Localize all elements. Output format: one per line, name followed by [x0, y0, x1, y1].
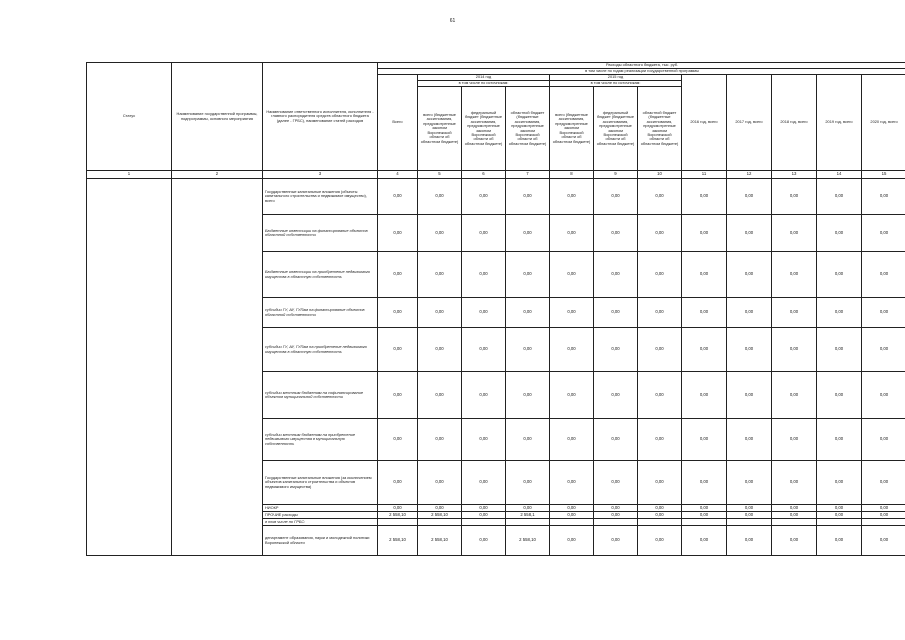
value-cell: 0,00 — [862, 526, 905, 556]
value-cell — [727, 519, 772, 526]
value-cell: 0,00 — [817, 526, 862, 556]
value-cell: 2 558,10 — [506, 526, 550, 556]
value-cell: 0,00 — [462, 526, 506, 556]
value-cell: 0,00 — [378, 461, 418, 505]
row-label: департамент образования, науки и молодежной политики Воронежской области — [263, 526, 378, 556]
regional-2015-header: областной бюджет (бюджетные ассигнования, предусмотренные законом Воронежской области об областном бюджете) — [638, 87, 682, 171]
column-number: 14 — [817, 171, 862, 179]
value-cell: 0,00 — [682, 179, 727, 215]
value-cell: 0,00 — [378, 328, 418, 372]
sources-2015-header: в том числе по источникам: — [550, 81, 682, 87]
value-cell: 0,00 — [462, 215, 506, 252]
value-cell: 0,00 — [682, 526, 727, 556]
value-cell — [817, 519, 862, 526]
value-cell: 2 558,1 — [506, 512, 550, 519]
value-cell: 0,00 — [772, 505, 817, 512]
value-cell: 0,00 — [378, 372, 418, 419]
value-cell: 0,00 — [550, 215, 594, 252]
year-2019-header: 2019 год, всего — [817, 75, 862, 171]
value-cell: 0,00 — [862, 419, 905, 461]
value-cell: 0,00 — [772, 526, 817, 556]
value-cell — [682, 519, 727, 526]
value-cell: 0,00 — [506, 215, 550, 252]
value-cell: 0,00 — [772, 419, 817, 461]
value-cell: 0,00 — [378, 252, 418, 298]
value-cell: 0,00 — [506, 505, 550, 512]
value-cell: 0,00 — [862, 179, 905, 215]
expenses-table — [86, 62, 905, 556]
table-row — [87, 179, 905, 215]
value-cell: 0,00 — [378, 215, 418, 252]
value-cell: 0,00 — [550, 526, 594, 556]
value-cell — [418, 519, 462, 526]
year-2015-header: 2015 год — [550, 75, 682, 81]
value-cell: 0,00 — [772, 372, 817, 419]
value-cell: 0,00 — [682, 372, 727, 419]
value-cell: 0,00 — [462, 461, 506, 505]
total-2014-header: всего (бюджетные ассигнования, предусмотренные законом Воронежской области об областном бюджете) — [418, 87, 462, 171]
table-body — [87, 179, 905, 556]
value-cell: 0,00 — [378, 298, 418, 328]
value-cell: 0,00 — [862, 512, 905, 519]
value-cell: 0,00 — [462, 179, 506, 215]
value-cell: 0,00 — [550, 252, 594, 298]
sources-2014-header: в том числе по источникам: — [418, 81, 550, 87]
value-cell: 0,00 — [638, 298, 682, 328]
value-cell: 0,00 — [418, 372, 462, 419]
year-2020-header: 2020 год, всего — [862, 75, 905, 171]
value-cell: 0,00 — [727, 298, 772, 328]
value-cell: 0,00 — [638, 512, 682, 519]
value-cell — [462, 519, 506, 526]
value-cell: 0,00 — [638, 461, 682, 505]
value-cell: 0,00 — [506, 461, 550, 505]
value-cell: 2 558,10 — [378, 512, 418, 519]
value-cell: 0,00 — [772, 298, 817, 328]
row-label: субсидии местным бюджетам на приобретение недвижимого имущества в муниципальную собственность — [263, 419, 378, 461]
value-cell: 0,00 — [817, 252, 862, 298]
value-cell — [862, 519, 905, 526]
column-number: 9 — [594, 171, 638, 179]
value-cell: 0,00 — [418, 505, 462, 512]
expenses-title-header: Расходы областного бюджета, тыс. руб. — [378, 63, 905, 69]
total-header: Всего — [378, 75, 418, 171]
value-cell: 0,00 — [727, 461, 772, 505]
year-2018-header: 2018 год, всего — [772, 75, 817, 171]
row-label: НИОКР — [263, 505, 378, 512]
value-cell: 0,00 — [550, 298, 594, 328]
value-cell: 0,00 — [817, 505, 862, 512]
value-cell: 0,00 — [594, 215, 638, 252]
value-cell: 0,00 — [550, 419, 594, 461]
value-cell: 0,00 — [594, 461, 638, 505]
value-cell: 0,00 — [817, 328, 862, 372]
value-cell: 0,00 — [772, 179, 817, 215]
value-cell: 0,00 — [506, 372, 550, 419]
value-cell: 0,00 — [418, 419, 462, 461]
value-cell: 0,00 — [594, 419, 638, 461]
value-cell: 0,00 — [817, 179, 862, 215]
value-cell — [378, 519, 418, 526]
value-cell: 0,00 — [506, 328, 550, 372]
value-cell: 0,00 — [727, 419, 772, 461]
value-cell — [506, 519, 550, 526]
column-number: 15 — [862, 171, 905, 179]
value-cell: 0,00 — [682, 419, 727, 461]
column-numbers-row — [87, 171, 905, 179]
value-cell: 0,00 — [772, 461, 817, 505]
row-label: субсидии местным бюджетам на софинансирование объектов муниципальной собственности — [263, 372, 378, 419]
value-cell: 0,00 — [594, 328, 638, 372]
value-cell: 0,00 — [817, 372, 862, 419]
value-cell: 2 558,10 — [418, 526, 462, 556]
value-cell: 0,00 — [550, 372, 594, 419]
value-cell — [550, 519, 594, 526]
value-cell: 0,00 — [462, 505, 506, 512]
status-header: Статус — [87, 63, 172, 171]
year-2014-header: 2014 год — [418, 75, 550, 81]
value-cell: 0,00 — [506, 298, 550, 328]
value-cell: 0,00 — [862, 372, 905, 419]
value-cell: 0,00 — [550, 328, 594, 372]
expenses-table-sheet — [86, 62, 898, 594]
value-cell: 0,00 — [462, 252, 506, 298]
value-cell: 0,00 — [727, 505, 772, 512]
value-cell: 0,00 — [772, 328, 817, 372]
by-years-header: в том числе по годам реализации государственной программы — [378, 69, 905, 75]
value-cell: 0,00 — [772, 215, 817, 252]
value-cell: 0,00 — [727, 328, 772, 372]
row-label: субсидии ГУ, АУ, ГУПам на приобретение недвижимого имущества в областную собственность — [263, 328, 378, 372]
column-number: 1 — [87, 171, 172, 179]
value-cell: 0,00 — [506, 419, 550, 461]
value-cell: 0,00 — [638, 215, 682, 252]
value-cell: 0,00 — [727, 215, 772, 252]
value-cell: 0,00 — [862, 461, 905, 505]
value-cell: 0,00 — [418, 215, 462, 252]
value-cell: 0,00 — [462, 298, 506, 328]
value-cell: 0,00 — [817, 215, 862, 252]
value-cell: 0,00 — [594, 512, 638, 519]
page-number: 61 — [449, 18, 456, 24]
value-cell: 0,00 — [638, 505, 682, 512]
total-2015-header: всего (бюджетные ассигнования, предусмотренные законом Воронежской области об областном бюджете) — [550, 87, 594, 171]
column-number: 13 — [772, 171, 817, 179]
value-cell: 0,00 — [378, 179, 418, 215]
value-cell: 0,00 — [638, 179, 682, 215]
value-cell: 0,00 — [594, 505, 638, 512]
value-cell: 0,00 — [862, 298, 905, 328]
row-label: ПРОЧИЕ расходы — [263, 512, 378, 519]
value-cell: 0,00 — [862, 215, 905, 252]
executor-header: Наименование ответственного исполнителя, исполнителя - главного распорядителя средств областного бюджета (далее - ГРБС), наименование статей расходов — [263, 63, 378, 171]
value-cell: 0,00 — [638, 526, 682, 556]
column-number: 3 — [263, 171, 378, 179]
value-cell: 0,00 — [506, 252, 550, 298]
row-label: Бюджетные инвестиции на финансирование объектов областной собственности — [263, 215, 378, 252]
value-cell: 0,00 — [462, 372, 506, 419]
regional-2014-header: областной бюджет (бюджетные ассигнования, предусмотренные законом Воронежской области об областном бюджете) — [506, 87, 550, 171]
status-cell — [87, 179, 172, 556]
value-cell: 0,00 — [638, 328, 682, 372]
value-cell: 0,00 — [862, 252, 905, 298]
row-label: Государственные капитальные вложения (объекты капитального строительства и недвижимое имущество), всего — [263, 179, 378, 215]
value-cell: 0,00 — [506, 179, 550, 215]
program-name-header: Наименование государственной программы, подпрограммы, основного мероприятия — [172, 63, 263, 171]
value-cell: 0,00 — [817, 419, 862, 461]
federal-2014-header: федеральный бюджет (бюджетные ассигнования, предусмотренные законом Воронежской области об областном бюджете) — [462, 87, 506, 171]
value-cell: 0,00 — [862, 328, 905, 372]
value-cell: 0,00 — [418, 461, 462, 505]
value-cell: 0,00 — [418, 252, 462, 298]
column-number: 12 — [727, 171, 772, 179]
value-cell: 0,00 — [862, 505, 905, 512]
value-cell: 0,00 — [817, 298, 862, 328]
program-cell — [172, 179, 263, 556]
value-cell: 0,00 — [727, 252, 772, 298]
value-cell: 0,00 — [682, 298, 727, 328]
value-cell: 0,00 — [594, 298, 638, 328]
row-label: Государственные капитальные вложения (за исключением объектов капитального строительства и объектов недвижимого имущества) — [263, 461, 378, 505]
value-cell: 0,00 — [638, 419, 682, 461]
value-cell: 0,00 — [772, 252, 817, 298]
value-cell: 0,00 — [727, 512, 772, 519]
value-cell: 0,00 — [418, 328, 462, 372]
column-number: 5 — [418, 171, 462, 179]
value-cell: 0,00 — [682, 512, 727, 519]
row-label: в том числе по ГРБС: — [263, 519, 378, 526]
column-number: 2 — [172, 171, 263, 179]
value-cell: 0,00 — [682, 505, 727, 512]
value-cell: 0,00 — [462, 419, 506, 461]
value-cell: 2 558,10 — [378, 526, 418, 556]
value-cell — [594, 519, 638, 526]
value-cell: 0,00 — [594, 179, 638, 215]
value-cell: 0,00 — [727, 179, 772, 215]
value-cell: 0,00 — [378, 505, 418, 512]
column-number: 10 — [638, 171, 682, 179]
value-cell: 0,00 — [594, 372, 638, 419]
column-number: 4 — [378, 171, 418, 179]
row-label: Бюджетные инвестиции на приобретение недвижимого имущества в областную собственность — [263, 252, 378, 298]
value-cell: 0,00 — [550, 512, 594, 519]
value-cell: 0,00 — [817, 512, 862, 519]
value-cell: 0,00 — [638, 252, 682, 298]
value-cell: 0,00 — [727, 526, 772, 556]
value-cell: 0,00 — [682, 215, 727, 252]
value-cell: 0,00 — [550, 179, 594, 215]
column-number: 8 — [550, 171, 594, 179]
value-cell: 0,00 — [594, 252, 638, 298]
value-cell: 0,00 — [772, 512, 817, 519]
value-cell: 0,00 — [462, 512, 506, 519]
value-cell: 0,00 — [682, 252, 727, 298]
value-cell: 0,00 — [682, 328, 727, 372]
value-cell: 0,00 — [418, 298, 462, 328]
value-cell: 0,00 — [550, 461, 594, 505]
value-cell: 0,00 — [550, 505, 594, 512]
value-cell: 0,00 — [594, 526, 638, 556]
value-cell: 0,00 — [462, 328, 506, 372]
value-cell: 0,00 — [682, 461, 727, 505]
column-number: 6 — [462, 171, 506, 179]
value-cell: 0,00 — [817, 461, 862, 505]
value-cell: 0,00 — [378, 419, 418, 461]
column-number: 7 — [506, 171, 550, 179]
value-cell: 0,00 — [418, 179, 462, 215]
value-cell — [772, 519, 817, 526]
row-label: субсидии ГУ, АУ, ГУПам на финансирование объектов областной собственности — [263, 298, 378, 328]
value-cell — [638, 519, 682, 526]
value-cell: 0,00 — [727, 372, 772, 419]
year-2016-header: 2016 год, всего — [682, 75, 727, 171]
column-number: 11 — [682, 171, 727, 179]
federal-2015-header: федеральный бюджет (бюджетные ассигнования, предусмотренные законом Воронежской области об областном бюджете) — [594, 87, 638, 171]
value-cell: 2 558,10 — [418, 512, 462, 519]
value-cell: 0,00 — [638, 372, 682, 419]
year-2017-header: 2017 год, всего — [727, 75, 772, 171]
